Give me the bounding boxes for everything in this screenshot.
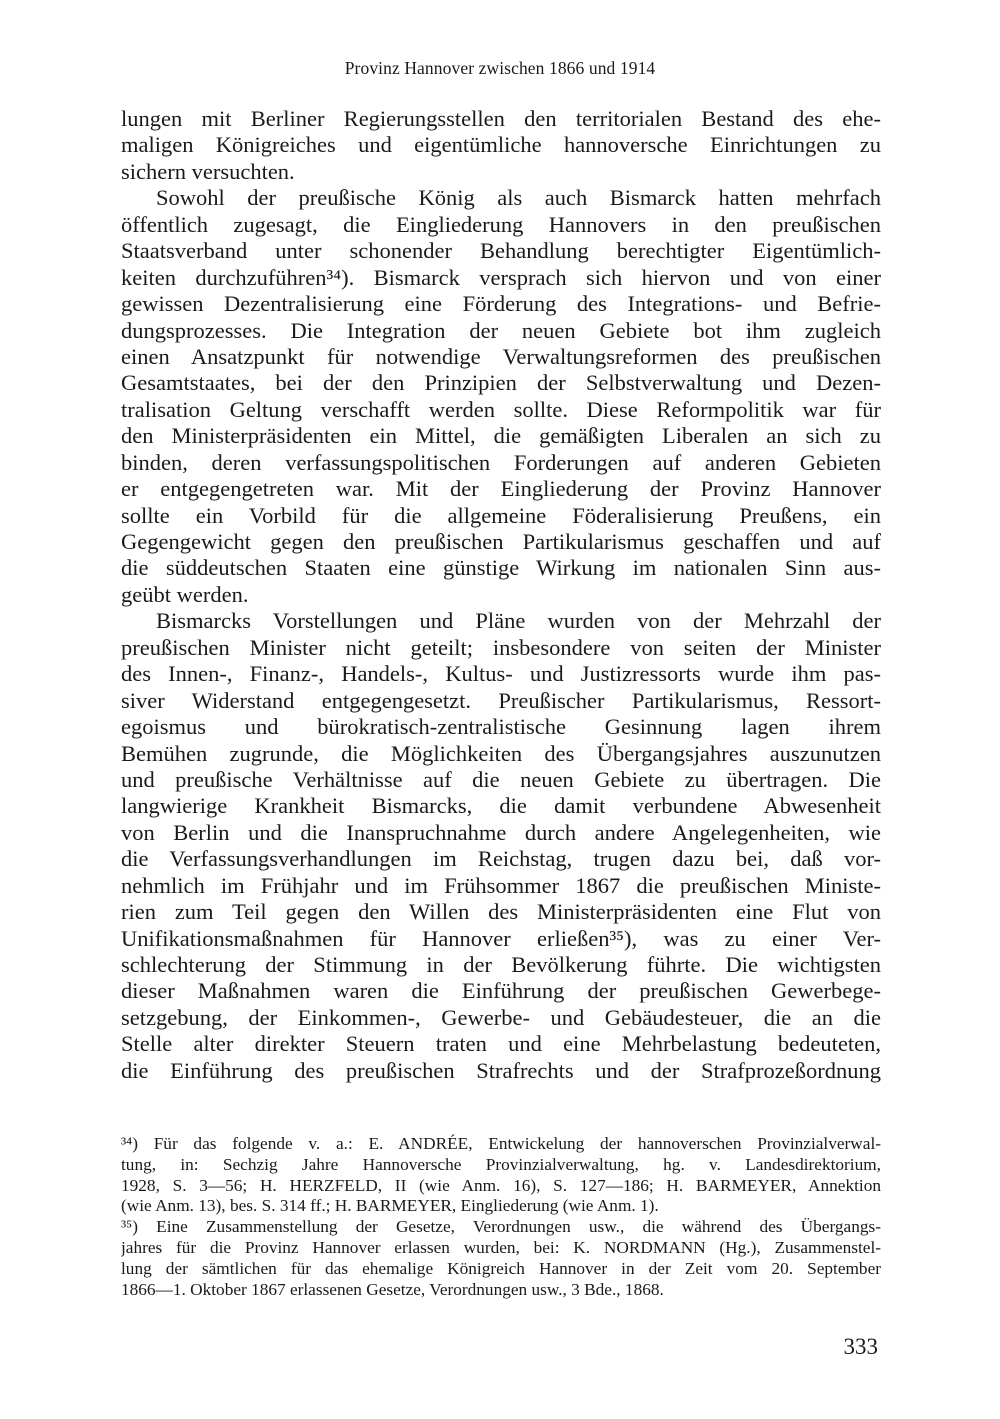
main-text-block [121, 106, 881, 1084]
text-line: setzgebung, der Einkommen-, Gewerbe- und Gebäudesteuer, die an die [121, 1004, 881, 1030]
text-line: er entgegengetreten war. Mit der Eingliederung der Provinz Hannover [121, 476, 881, 502]
text-line: schlechterung der Stimmung in der Bevölkerung führte. Die wichtigsten [121, 952, 881, 977]
text-line: von Berlin und die Inanspruchnahme durch andere Angelegenheiten, wie [121, 819, 881, 845]
text-line: des Innen-, Finanz-, Handels-, Kultus- und Justizressorts wurde ihm pas- [121, 661, 881, 687]
text-line: Staatsverband unter schonender Behandlung berechtigter Eigentümlich- [121, 238, 881, 264]
footnote-35-line: 1866—1. Oktober 1867 erlassenen Gesetze, Verordnungen usw., 3 Bde., 1868. [121, 1279, 664, 1299]
text-line: die Einführung des preußischen Strafrechts und der Strafprozeßordnung [121, 1057, 881, 1083]
text-line: preußischen Minister nicht geteilt; insbesondere von seiten der Minister [121, 634, 881, 660]
footnote-35-line: ³⁵) Eine Zusammenstellung der Gesetze, Verordnungen usw., die während des Übergangs- [121, 1217, 881, 1237]
footnotes-block [121, 1134, 881, 1300]
page-number: 333 [843, 1334, 878, 1359]
footnote-34-line: ³⁴) Für das folgende v. a.: E. ANDRÉE, Entwickelung der hannoverschen Provinzialverwal- [121, 1134, 881, 1153]
text-line: einen Ansatzpunkt für notwendige Verwaltungsreformen des preußischen [121, 343, 881, 369]
text-line: siver Widerstand entgegengesetzt. Preußischer Partikularismus, Ressort- [121, 687, 881, 713]
footnote-35-line: jahres für die Provinz Hannover erlassen wurden, bei: K. NORDMANN (Hg.), Zusammenstel- [121, 1237, 881, 1257]
text-line: Stelle alter direkter Steuern traten und eine Mehrbelastung bedeuteten, [121, 1031, 881, 1057]
text-line: dieser Maßnahmen waren die Einführung der preußischen Gewerbege- [121, 978, 881, 1004]
running-head-title: Provinz Hannover zwischen 1866 und 1914 [344, 58, 656, 78]
footnote-34-line: tung, in: Sechzig Jahre Hannoversche Provinzialverwaltung, hg. v. Landesdirektorium, [121, 1154, 881, 1174]
text-line: sichern versuchten. [121, 158, 295, 184]
text-line: geübt werden. [121, 581, 249, 607]
text-line: sollte ein Vorbild für die allgemeine Föderalisierung Preußens, ein [121, 502, 881, 528]
text-line: gewissen Dezentralisierung eine Förderung des Integrations- und Befrie- [121, 291, 881, 317]
text-line: Gegengewicht gegen den preußischen Partikularismus geschaffen und auf [121, 529, 881, 554]
text-line: Bemühen zugrunde, die Möglichkeiten des Übergangsjahres auszunutzen [121, 740, 881, 766]
text-line: lungen mit Berliner Regierungsstellen den territorialen Bestand des ehe- [121, 106, 881, 131]
text-line: keiten durchzuführen³⁴). Bismarck versprach sich hiervon und von einer [121, 264, 881, 290]
text-line: nehmlich im Frühjahr und im Frühsommer 1867 die preußischen Ministe- [121, 872, 881, 898]
footnote-34-line: 1928, S. 3—56; H. HERZFELD, II (wie Anm. 16), S. 127—186; H. BARMEYER, Annektion [121, 1175, 881, 1195]
text-line: den Ministerpräsidenten ein Mittel, die gemäßigten Liberalen an sich zu [121, 423, 881, 449]
text-line: rien zum Teil gegen den Willen des Ministerpräsidenten eine Flut von [121, 899, 881, 925]
text-line: öffentlich zugesagt, die Eingliederung Hannovers in den preußischen [121, 211, 881, 237]
paragraph-start-line: Sowohl der preußische König als auch Bismarck hatten mehrfach [156, 185, 881, 211]
text-line: Gesamtstaates, bei der den Prinzipien der Selbstverwaltung und Dezen- [121, 370, 881, 396]
text-line: Unifikationsmaßnahmen für Hannover erließen³⁵), was zu einer Ver- [121, 925, 881, 951]
footnote-35-line: lung der sämtlichen für das ehemalige Königreich Hannover in der Zeit vom 20. September [121, 1258, 881, 1278]
paragraph-start-line: Bismarcks Vorstellungen und Pläne wurden von der Mehrzahl der [156, 608, 881, 634]
text-line: tralisation Geltung verschafft werden sollte. Diese Reformpolitik war für [121, 396, 881, 422]
text-line: binden, deren verfassungspolitischen Forderungen auf anderen Gebieten [121, 449, 881, 475]
text-line: die süddeutschen Staaten eine günstige Wirkung im nationalen Sinn aus- [121, 555, 881, 581]
footnote-34-line: (wie Anm. 13), bes. S. 314 ff.; H. BARMEYER, Eingliederung (wie Anm. 1). [121, 1196, 659, 1216]
text-line: und preußische Verhältnisse auf die neuen Gebiete zu übertragen. Die [121, 766, 881, 792]
text-line: langwierige Krankheit Bismarcks, die damit verbundene Abwesenheit [121, 793, 881, 819]
text-line: dungsprozesses. Die Integration der neuen Gebiete bot ihm zugleich [121, 317, 881, 343]
text-line: egoismus und bürokratisch-zentralistische Gesinnung lagen ihrem [121, 714, 881, 740]
text-line: maligen Königreiches und eigentümliche hannoversche Einrichtungen zu [121, 132, 881, 158]
text-line: die Verfassungsverhandlungen im Reichstag, trugen dazu bei, daß vor- [121, 846, 881, 872]
